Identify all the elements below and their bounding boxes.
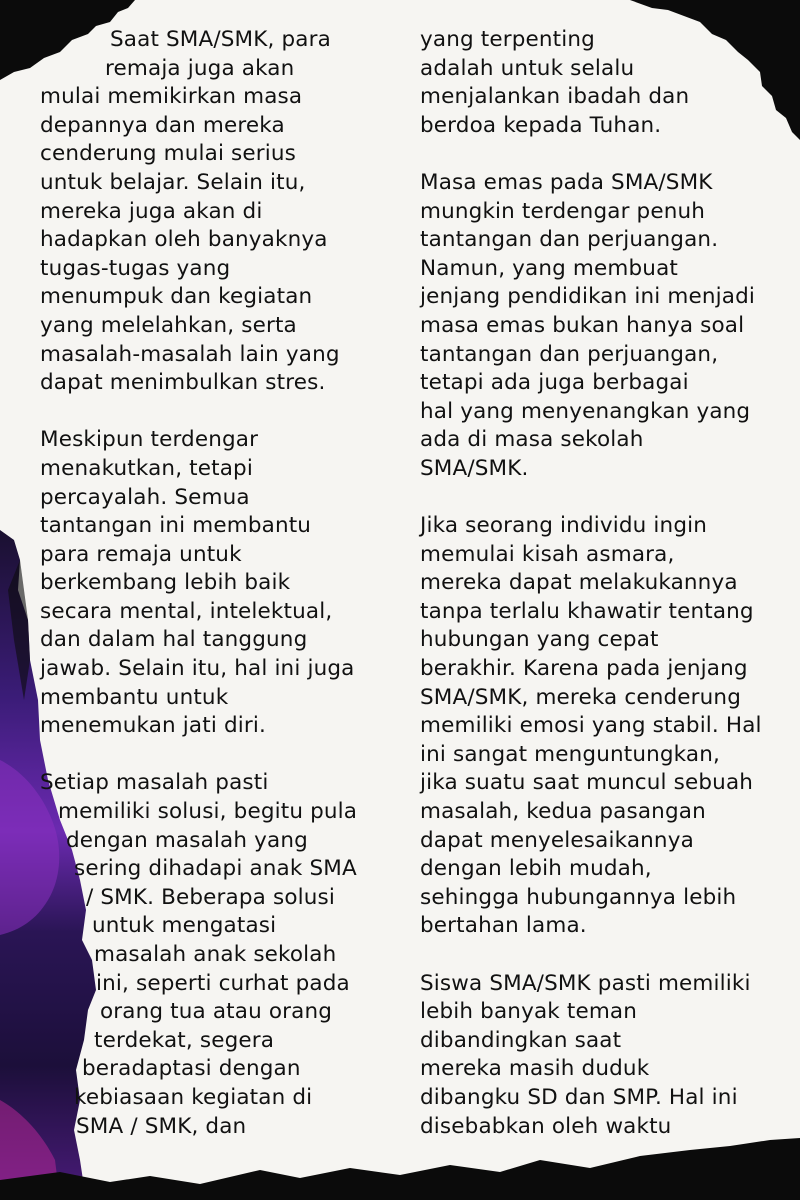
text-line: berkembang lebih baik (40, 570, 291, 596)
text-line: SMA / SMK, dan (76, 1113, 247, 1139)
text-line: ini, seperti curhat pada (96, 970, 350, 996)
text-line: masa emas bukan hanya soal (420, 312, 745, 338)
text-line: SMA/SMK. (420, 455, 529, 481)
text-line: ini sangat menguntungkan, (420, 741, 720, 767)
right-text-column (420, 26, 800, 1141)
text-line: bertahan lama. (420, 913, 587, 939)
text-line: tantangan dan perjuangan. (420, 227, 719, 253)
text-line: dan dalam hal tanggung (40, 627, 308, 653)
text-line: tetapi ada juga berbagai (420, 370, 689, 396)
text-line: ada di masa sekolah (420, 427, 644, 453)
paragraph-gap (0, 398, 400, 427)
text-line: masalah-masalah lain yang (40, 341, 340, 367)
text-line: dibangku SD dan SMP. Hal ini (420, 1084, 738, 1110)
text-line: mereka masih duduk (420, 1056, 650, 1082)
text-line: sehingga hubungannya lebih (420, 884, 737, 910)
text-line: remaja juga akan (105, 55, 295, 81)
text-line: percayalah. Semua (40, 484, 250, 510)
text-line: tantangan ini membantu (40, 513, 312, 539)
text-line: menjalankan ibadah dan (420, 84, 690, 110)
text-line: tanpa terlalu khawatir tentang (420, 598, 754, 624)
text-line: menumpuk dan kegiatan (40, 284, 313, 310)
text-line: terdekat, segera (94, 1027, 275, 1053)
text-line: yang terpenting (420, 27, 595, 52)
text-line: jenjang pendidikan ini menjadi (420, 284, 756, 310)
text-line: / SMK. Beberapa solusi (86, 884, 335, 910)
text-line: adalah untuk selalu (420, 55, 635, 81)
text-line: orang tua atau orang (100, 999, 333, 1025)
text-line: secara mental, intelektual, (40, 598, 333, 624)
text-line: tugas-tugas yang (40, 255, 231, 281)
paragraph (420, 512, 800, 941)
text-line: untuk mengatasi (92, 913, 277, 939)
text-line: Namun, yang membuat (420, 255, 678, 281)
paragraph-gap (0, 741, 400, 770)
text-line: Jika seorang individu ingin (420, 513, 708, 539)
text-line: menemukan jati diri. (40, 713, 266, 739)
text-line: cenderung mulai serius (40, 141, 297, 167)
left-text-column (0, 26, 400, 1141)
text-line: hadapkan oleh banyaknya (40, 227, 328, 253)
text-line: dapat menimbulkan stres. (40, 370, 326, 396)
text-line: hal yang menyenangkan yang (420, 398, 751, 424)
text-line: jika suatu saat muncul sebuah (420, 770, 754, 796)
text-line: disebabkan oleh waktu (420, 1113, 672, 1139)
text-line: SMA/SMK, mereka cenderung (420, 684, 742, 710)
text-line: memiliki solusi, begitu pula (58, 799, 358, 825)
text-line: sering dihadapi anak SMA (74, 856, 357, 882)
text-line: Siswa SMA/SMK pasti memiliki (420, 970, 751, 996)
text-line: memiliki emosi yang stabil. Hal (420, 713, 762, 739)
text-line: kebiasaan kegiatan di (74, 1084, 313, 1110)
torn-edge-bottom (0, 1138, 800, 1200)
text-line: masalah, kedua pasangan (420, 799, 706, 825)
text-line: Masa emas pada SMA/SMK (420, 169, 713, 195)
text-line: beradaptasi dengan (82, 1056, 301, 1082)
text-line: Meskipun terdengar (40, 427, 259, 453)
text-line: yang melelahkan, serta (40, 312, 297, 338)
text-line: Setiap masalah pasti (40, 770, 269, 796)
text-line: mungkin terdengar penuh (420, 198, 706, 224)
text-line: membantu untuk (40, 684, 229, 710)
paragraph (420, 169, 800, 484)
paragraph (420, 970, 800, 1142)
text-line: menakutkan, tetapi (40, 455, 253, 481)
paragraph (0, 426, 400, 741)
paragraph-gap (420, 140, 800, 169)
text-line: mereka dapat melakukannya (420, 570, 738, 596)
text-line: untuk belajar. Selain itu, (40, 169, 306, 195)
text-line: dibandingkan saat (420, 1027, 622, 1053)
paragraph (0, 26, 400, 398)
text-line: tantangan dan perjuangan, (420, 341, 719, 367)
text-line: berakhir. Karena pada jenjang (420, 656, 748, 682)
text-line: hubungan yang cepat (420, 627, 659, 653)
paragraph (420, 26, 800, 140)
text-line: memulai kisah asmara, (420, 541, 675, 567)
paragraph-gap (420, 941, 800, 970)
text-line: dengan masalah yang (66, 827, 308, 853)
text-line: mulai memikirkan masa (40, 84, 303, 110)
text-line: dapat menyelesaikannya (420, 827, 694, 853)
text-line: para remaja untuk (40, 541, 242, 567)
text-line: Saat SMA/SMK, para (110, 27, 331, 52)
paragraph-gap (420, 484, 800, 513)
text-line: masalah anak sekolah (94, 942, 337, 967)
text-line: jawab. Selain itu, hal ini juga (40, 656, 355, 682)
text-line: dengan lebih mudah, (420, 856, 652, 882)
text-line: depannya dan mereka (40, 112, 285, 138)
paragraph (0, 769, 400, 1141)
text-line: lebih banyak teman (420, 999, 638, 1025)
text-line: mereka juga akan di (40, 198, 263, 224)
text-line: berdoa kepada Tuhan. (420, 112, 662, 138)
